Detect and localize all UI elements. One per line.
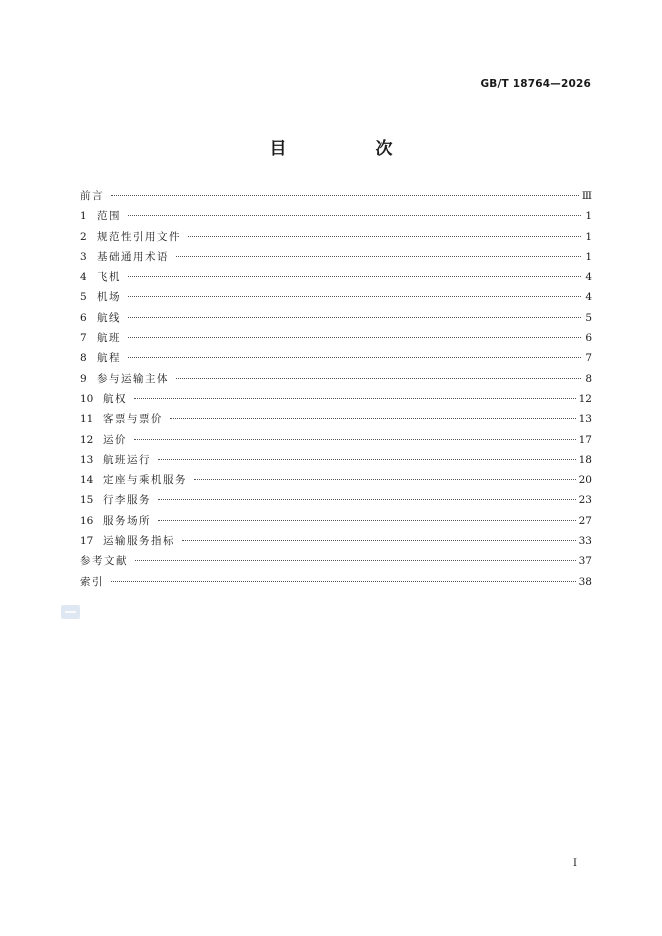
toc-entry-number: 11 <box>80 413 94 426</box>
watermark-stamp-icon <box>61 605 80 619</box>
toc-entry-number: 9 <box>80 372 87 385</box>
toc-dot-leader <box>128 215 581 216</box>
toc-entry-label: 航线 <box>97 311 121 324</box>
toc-entry[interactable] <box>80 409 592 429</box>
standard-number: GB/T 18764—2026 <box>480 78 591 90</box>
toc-entry-page: 5 <box>585 311 592 324</box>
toc-entry-label: 机场 <box>97 291 121 304</box>
toc-dot-leader <box>134 398 576 399</box>
toc-entry-number: 8 <box>80 352 87 365</box>
toc-entry[interactable] <box>80 470 592 490</box>
toc-dot-leader <box>128 357 581 358</box>
toc-entry-page: 23 <box>578 494 592 507</box>
table-of-contents <box>80 186 592 592</box>
page-number: I <box>573 858 577 869</box>
toc-dot-leader <box>194 479 576 480</box>
toc-entry-label: 航权 <box>103 392 127 405</box>
toc-dot-leader <box>158 459 576 460</box>
toc-dot-leader <box>135 560 576 561</box>
toc-entry-label: 索引 <box>80 575 104 588</box>
toc-entry[interactable] <box>80 531 592 551</box>
toc-entry-number: 12 <box>80 433 94 446</box>
toc-entry-number: 7 <box>80 332 87 345</box>
toc-entry[interactable] <box>80 551 592 571</box>
toc-entry-label: 运输服务指标 <box>103 535 175 548</box>
toc-entry-page: 33 <box>578 535 592 548</box>
toc-entry-page: 6 <box>585 332 592 345</box>
toc-dot-leader <box>176 256 581 257</box>
toc-entry-page: 20 <box>578 474 592 487</box>
toc-entry[interactable] <box>80 430 592 450</box>
toc-entry[interactable] <box>80 247 592 267</box>
toc-entry-label: 定座与乘机服务 <box>103 474 187 487</box>
toc-entry-page: Ⅲ <box>581 190 592 202</box>
toc-entry-page: 37 <box>578 555 592 568</box>
toc-entry-page: 17 <box>578 433 592 446</box>
toc-dot-leader <box>128 296 581 297</box>
toc-entry-label: 航班运行 <box>103 453 151 466</box>
toc-entry[interactable] <box>80 369 592 389</box>
toc-entry-label: 航班 <box>97 332 121 345</box>
toc-entry-page: 38 <box>578 575 592 588</box>
toc-dot-leader <box>188 236 581 237</box>
toc-entry-page: 18 <box>578 453 592 466</box>
toc-entry-label: 运价 <box>103 433 127 446</box>
toc-entry-label: 规范性引用文件 <box>97 230 181 243</box>
toc-entry[interactable] <box>80 267 592 287</box>
toc-dot-leader <box>111 195 579 196</box>
toc-entry-page: 1 <box>585 250 592 263</box>
toc-entry-label: 飞机 <box>97 271 121 284</box>
toc-entry-page: 7 <box>585 352 592 365</box>
toc-dot-leader <box>182 540 576 541</box>
toc-entry[interactable] <box>80 328 592 348</box>
toc-entry[interactable] <box>80 227 592 247</box>
toc-entry-page: 1 <box>585 230 592 243</box>
toc-entry-page: 1 <box>585 210 592 223</box>
toc-entry-number: 1 <box>80 210 87 223</box>
toc-entry-number: 15 <box>80 494 94 507</box>
toc-entry-number: 4 <box>80 271 87 284</box>
toc-entry[interactable] <box>80 572 592 592</box>
toc-dot-leader <box>158 520 576 521</box>
toc-entry[interactable] <box>80 308 592 328</box>
toc-entry-label: 客票与票价 <box>103 413 163 426</box>
toc-entry-number: 2 <box>80 230 87 243</box>
toc-entry-label: 范围 <box>97 210 121 223</box>
toc-entry[interactable] <box>80 511 592 531</box>
toc-entry[interactable] <box>80 186 592 206</box>
toc-entry-number: 10 <box>80 392 94 405</box>
toc-dot-leader <box>128 317 581 318</box>
toc-entry[interactable] <box>80 206 592 226</box>
toc-entry-label: 参与运输主体 <box>97 372 169 385</box>
toc-entry-number: 13 <box>80 453 94 466</box>
toc-entry[interactable] <box>80 287 592 307</box>
toc-entry-page: 4 <box>585 271 592 284</box>
toc-entry-page: 4 <box>585 291 592 304</box>
toc-entry-number: 6 <box>80 311 87 324</box>
toc-dot-leader <box>111 581 576 582</box>
toc-entry[interactable] <box>80 389 592 409</box>
toc-entry-page: 27 <box>578 514 592 527</box>
toc-dot-leader <box>158 499 576 500</box>
toc-entry-page: 8 <box>585 372 592 385</box>
toc-entry-number: 3 <box>80 250 87 263</box>
toc-entry-number: 17 <box>80 535 94 548</box>
toc-entry-label: 参考文献 <box>80 555 128 568</box>
page-title: 目 次 <box>269 139 429 159</box>
toc-entry-number: 16 <box>80 514 94 527</box>
toc-entry[interactable] <box>80 450 592 470</box>
toc-entry-number: 14 <box>80 474 94 487</box>
toc-entry-number: 5 <box>80 291 87 304</box>
toc-entry-page: 13 <box>578 413 592 426</box>
toc-dot-leader <box>128 276 581 277</box>
toc-entry-label: 航程 <box>97 352 121 365</box>
toc-entry-label: 行李服务 <box>103 494 151 507</box>
toc-entry-label: 前言 <box>80 190 104 202</box>
toc-dot-leader <box>170 418 576 419</box>
toc-entry-label: 基础通用术语 <box>97 250 169 263</box>
toc-entry[interactable] <box>80 348 592 368</box>
toc-entry-page: 12 <box>578 392 592 405</box>
toc-entry-label: 服务场所 <box>103 514 151 527</box>
toc-dot-leader <box>134 439 576 440</box>
toc-dot-leader <box>128 337 581 338</box>
toc-entry[interactable] <box>80 490 592 510</box>
toc-dot-leader <box>176 378 581 379</box>
